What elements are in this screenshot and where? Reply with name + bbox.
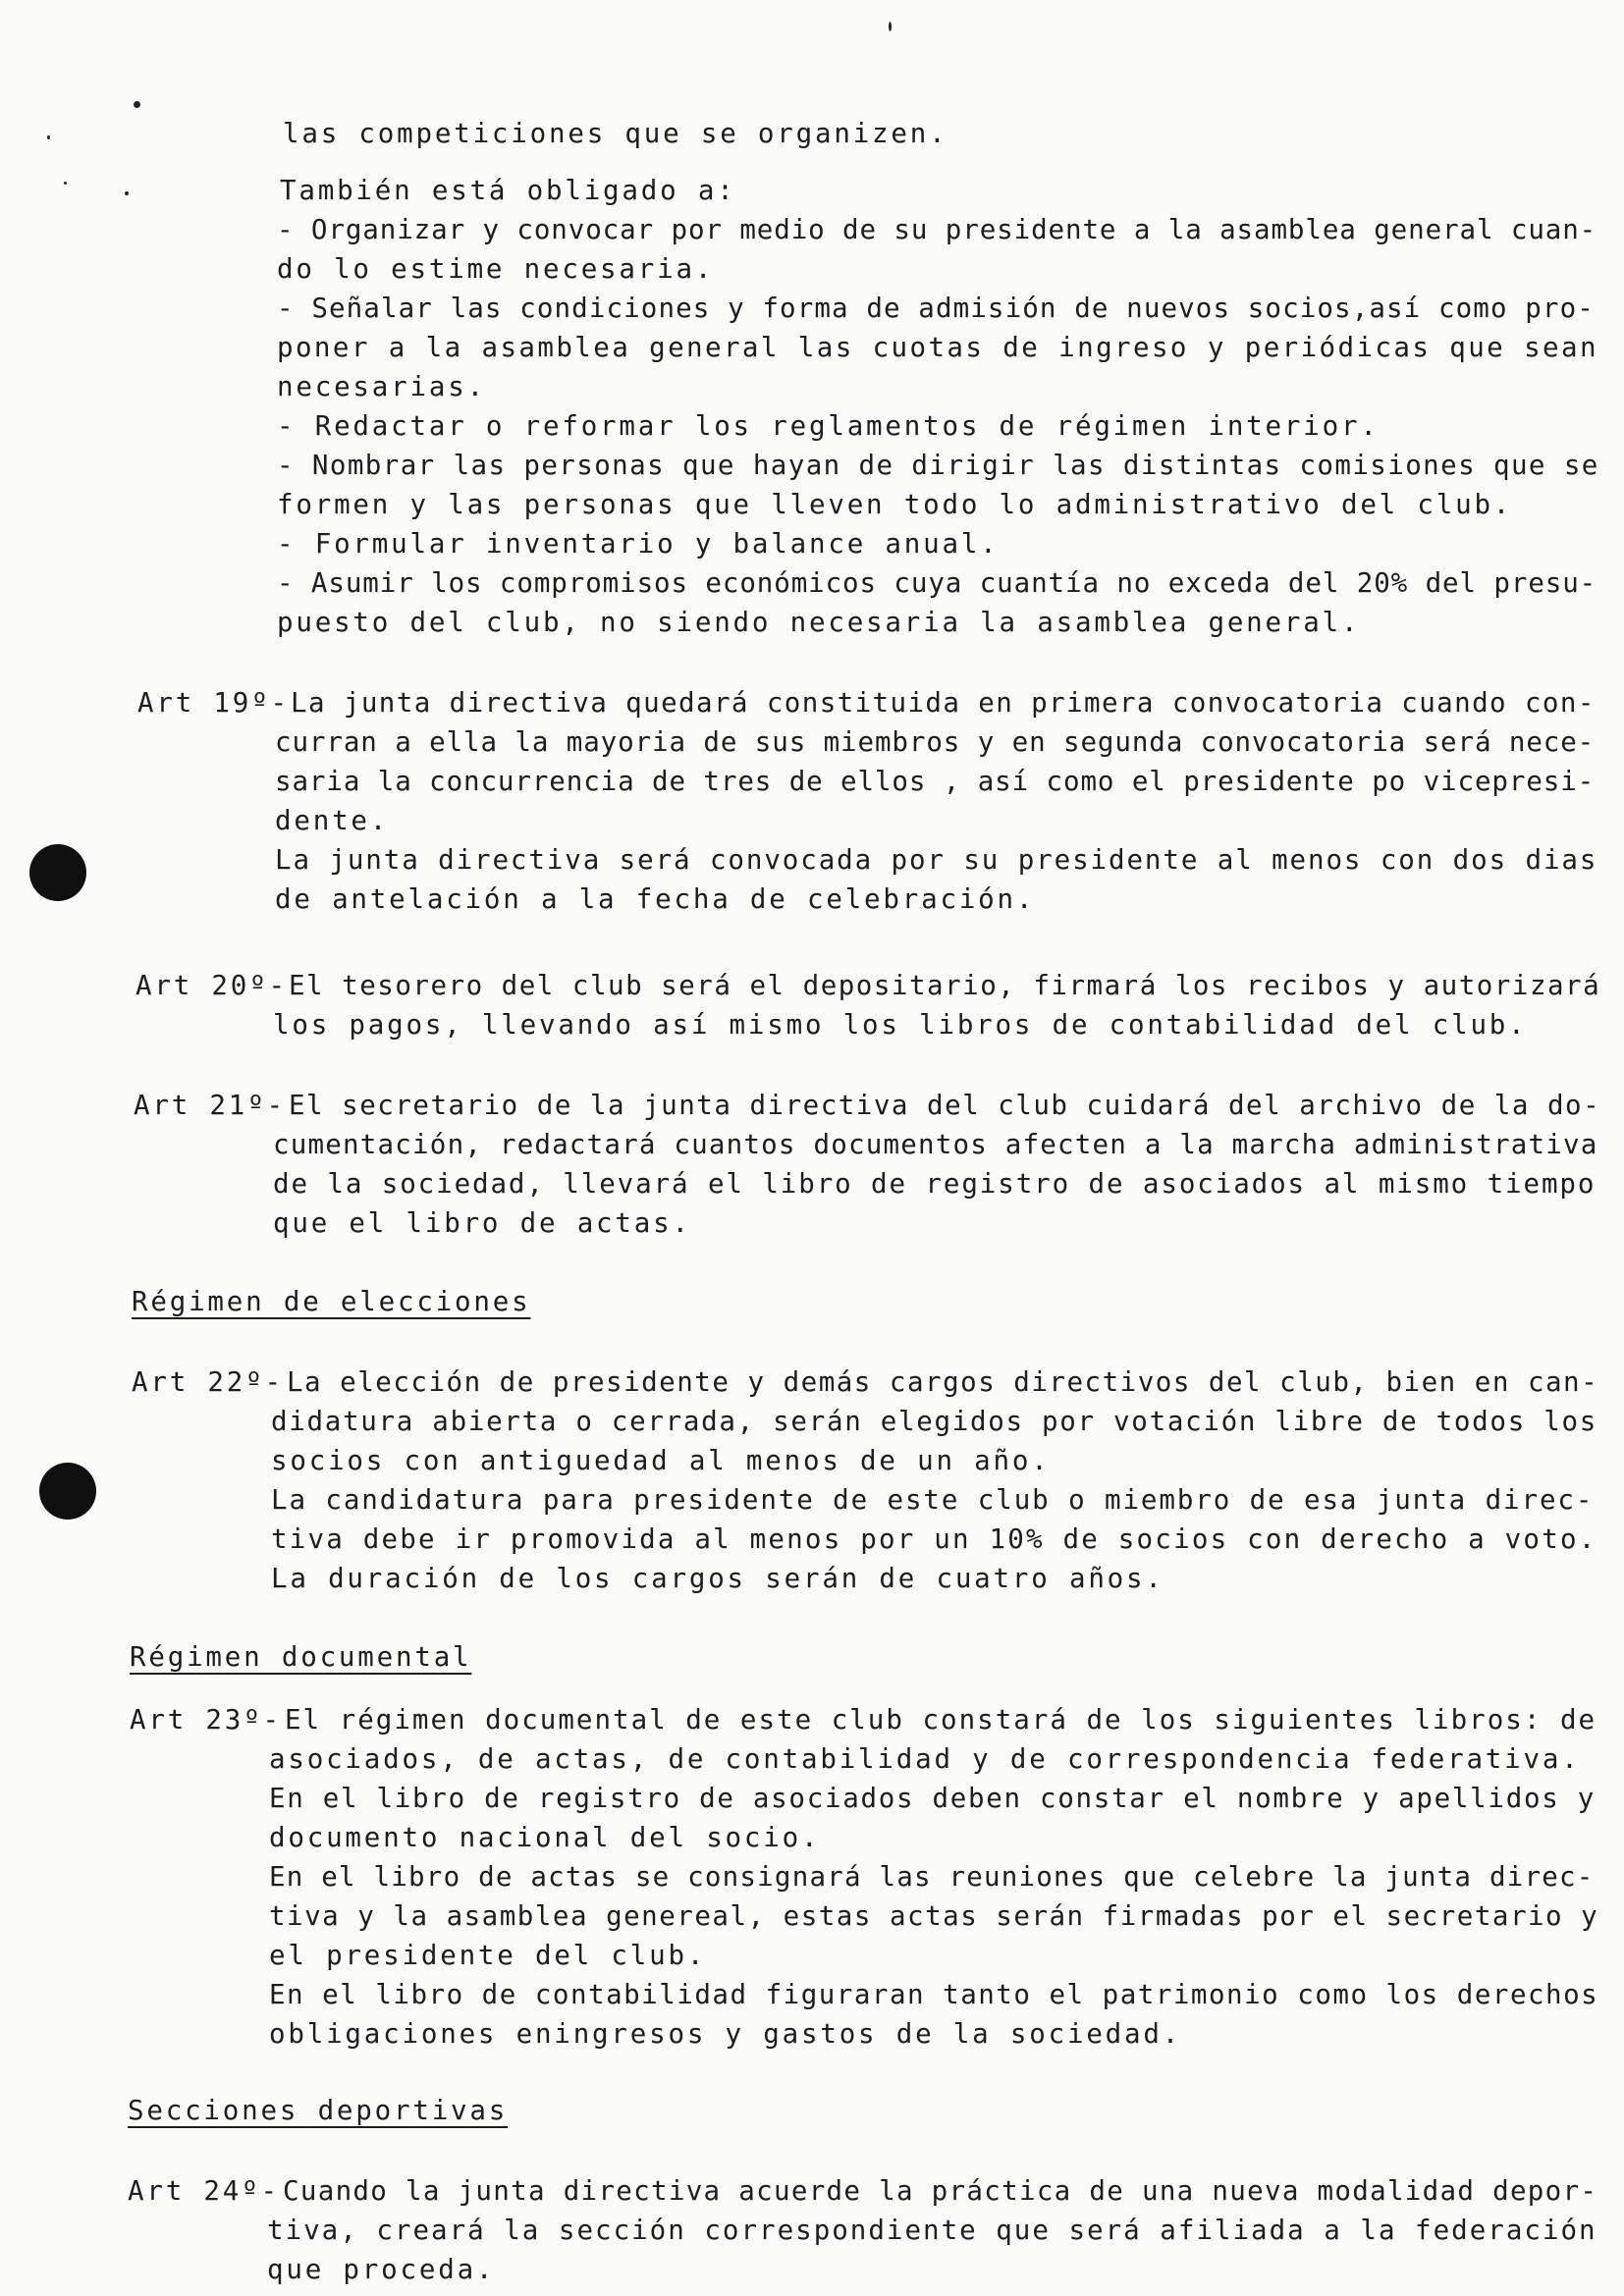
text-line: puesto del club, no siendo necesaria la asamblea general. (277, 607, 1361, 638)
article-label: Art 24º- (128, 2175, 280, 2207)
text-line: formen y las personas que lleven todo lo administrativo del club. (277, 489, 1513, 520)
article-line: tiva, creará la sección correspondiente que será afiliada a la federación (267, 2215, 1597, 2246)
article-line: tiva debe ir promovida al menos por un 10% de socios con derecho a voto. (271, 1523, 1597, 1555)
article-line: que el libro de actas. (273, 1207, 691, 1239)
text-line: - Señalar las condiciones y forma de admisión de nuevos socios,así como pro- (277, 293, 1595, 324)
text-line: - Redactar o reformar los reglamentos de régimen interior. (277, 410, 1380, 442)
section-heading-documental: Régimen documental (130, 1641, 472, 1673)
text-line: También está obligado a: (280, 175, 736, 206)
section-heading-secciones: Secciones deportivas (128, 2095, 509, 2126)
article-label: Art 20º- (135, 970, 288, 1001)
ink-speck (889, 22, 892, 31)
ink-speck (47, 135, 50, 139)
article-line: obligaciones eningresos y gastos de la sociedad. (269, 2018, 1182, 2050)
article-label: Art 22º- (132, 1366, 284, 1398)
article-line: didatura abierta o cerrada, serán elegidos por votación libre de todos los (271, 1406, 1597, 1437)
article-line: los pagos, llevando así mismo los libros de contabilidad del club. (273, 1009, 1528, 1041)
article-line: documento nacional del socio. (269, 1822, 821, 1853)
text-line: - Nombrar las personas que hayan de dirigir las distintas comisiones que se (277, 450, 1599, 481)
article-line: cumentación, redactará cuantos documentos afecten a la marcha administrativa (273, 1129, 1598, 1160)
article-line: La junta directiva será convocada por su presidente al menos con dos dias (275, 844, 1598, 876)
article-line: asociados, de actas, de contabilidad y de correspondencia federativa. (269, 1743, 1581, 1775)
punch-hole-bottom (39, 1463, 96, 1520)
text-line: do lo estime necesaria. (277, 253, 715, 285)
text-line: - Asumir los compromisos económicos cuya cuantía no exceda del 20% del presu- (277, 567, 1597, 599)
article-line: tiva y la asamblea genereal, estas actas serán firmadas por el secretario y (269, 1900, 1599, 1932)
article-line: dente. (275, 805, 390, 836)
ink-speck (64, 182, 67, 185)
article-line: La duración de los cargos serán de cuatro años. (271, 1563, 1164, 1594)
article-line: que proceda. (267, 2254, 496, 2285)
article-label: Art 21º- (134, 1090, 286, 1121)
text-line: - Organizar y convocar por medio de su presidente a la asamblea general cuan- (277, 214, 1597, 245)
article-label: Art 23º- (130, 1704, 282, 1735)
text-line: necesarias. (277, 371, 486, 402)
article-line: La elección de presidente y demás cargos directivos del club, bien en can- (287, 1366, 1599, 1398)
article-line: En el libro de registro de asociados deben constar el nombre y apellidos y (269, 1783, 1596, 1814)
article-line: El tesorero del club será el depositario, firmará los recibos y autorizará (289, 970, 1601, 1001)
text-line: poner a la asamblea general las cuotas de ingreso y periódicas que sean (277, 332, 1598, 363)
article-line: de antelación a la fecha de celebración. (275, 883, 1036, 915)
text-line: - Formular inventario y balance anual. (277, 528, 1000, 560)
ink-speck (134, 101, 140, 108)
article-line: En el libro de contabilidad figuraran tanto el patrimonio como los derechos (269, 1979, 1599, 2010)
ink-speck (125, 191, 129, 195)
article-line: curran a ella la mayoria de sus miembros y en segunda convocatoria será nece- (275, 726, 1596, 758)
article-line: socios con antiguedad al menos de un año. (271, 1445, 1051, 1476)
article-line: El régimen documental de este club constará de los siguientes libros: de (285, 1704, 1597, 1735)
article-line: saria la concurrencia de tres de ellos , así como el presidente po vicepresi- (275, 766, 1596, 797)
article-line: En el libro de actas se consignará las reuniones que celebre la junta direc- (269, 1861, 1595, 1893)
article-line: El secretario de la junta directiva del club cuidará del archivo de la do- (289, 1090, 1601, 1121)
article-line: de la sociedad, llevará el libro de registro de asociados al mismo tiempo (273, 1168, 1597, 1200)
article-line: Cuando la junta directiva acuerde la práctica de una nueva modalidad depor- (283, 2175, 1598, 2207)
article-line: el presidente del club. (269, 1940, 707, 1971)
punch-hole-top (29, 844, 86, 901)
article-label: Art 19º- (137, 687, 290, 719)
article-line: La candidatura para presidente de este club o miembro de esa junta direc- (271, 1484, 1595, 1516)
section-heading-elecciones: Régimen de elecciones (132, 1286, 531, 1317)
article-line: La junta directiva quedará constituida en primera convocatoria cuando con- (291, 687, 1596, 719)
text-line: las competiciones que se organizen. (283, 118, 948, 149)
